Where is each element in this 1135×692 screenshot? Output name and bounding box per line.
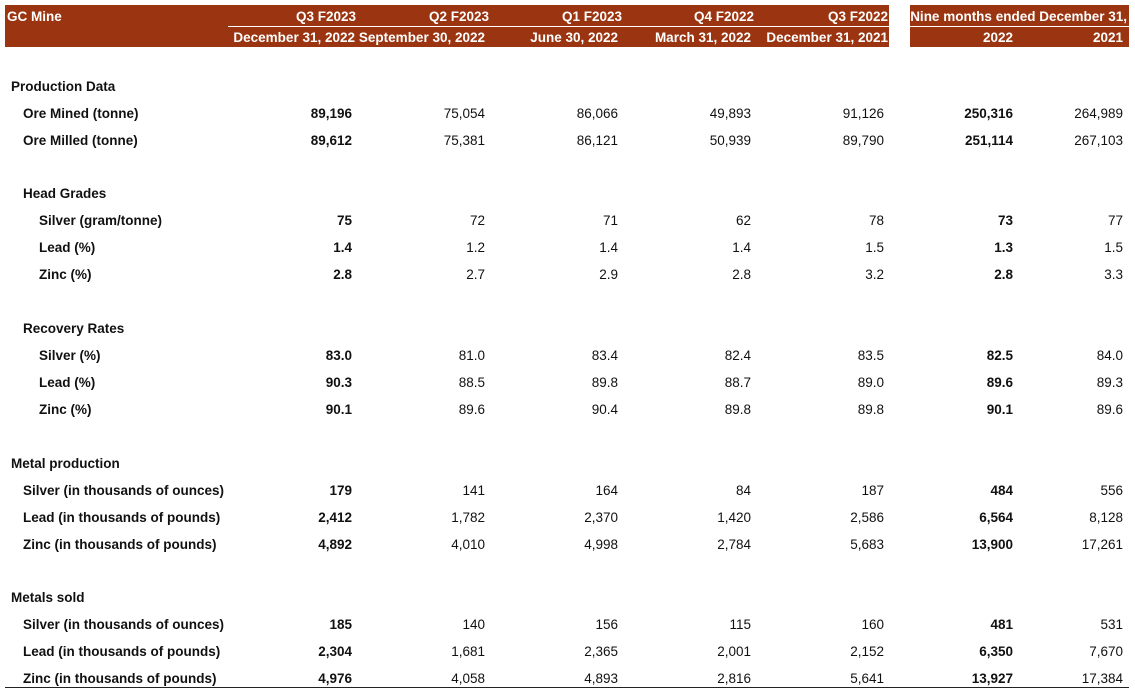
col-date-2: June 30, 2022 (530, 30, 618, 45)
table-cell: 484 (990, 483, 1013, 498)
row-label: Zinc (%) (39, 267, 92, 282)
table-row (0, 369, 1135, 396)
table-cell: 1,681 (451, 644, 485, 659)
table-row (0, 342, 1135, 369)
table-cell: 2,001 (717, 644, 751, 659)
table-cell: 75 (336, 213, 352, 228)
nine-months-year-1: 2021 (1092, 30, 1123, 45)
table-cell: 89.6 (458, 402, 485, 417)
table-cell: 187 (861, 483, 884, 498)
row-label: Lead (%) (39, 240, 96, 255)
row-label: Zinc (in thousands of pounds) (23, 671, 217, 686)
table-cell: 89,196 (310, 106, 352, 121)
table-cell: 17,384 (1081, 671, 1123, 686)
table-cell: 264,989 (1074, 106, 1123, 121)
table-cell: 4,976 (318, 671, 352, 686)
table-cell: 83.5 (857, 348, 884, 363)
col-period-3: Q4 F2022 (693, 9, 754, 24)
table-cell: 2,152 (850, 644, 884, 659)
table-cell: 1,420 (717, 510, 751, 525)
table-cell: 72 (469, 213, 485, 228)
table-cell: 89,612 (310, 133, 352, 148)
row-label: Zinc (%) (39, 402, 92, 417)
table-cell: 73 (997, 213, 1013, 228)
row-label: Zinc (in thousands of pounds) (23, 537, 217, 552)
table-row (0, 207, 1135, 234)
table-row (0, 531, 1135, 558)
table-row (0, 396, 1135, 423)
table-cell: 78 (868, 213, 884, 228)
table-cell: 2.8 (732, 267, 751, 282)
table-cell: 88.5 (458, 375, 485, 390)
table-cell: 250,316 (964, 106, 1013, 121)
table-row (0, 261, 1135, 288)
table-cell: 2,784 (717, 537, 751, 552)
col-period-1: Q2 F2023 (428, 9, 489, 24)
table-cell: 2.9 (599, 267, 618, 282)
section-title: Metals sold (11, 590, 85, 605)
section-title-row (0, 73, 1135, 100)
table-cell: 556 (1100, 483, 1123, 498)
table-cell: 91,126 (842, 106, 884, 121)
table-cell: 2,370 (584, 510, 618, 525)
table-cell: 90.1 (325, 402, 352, 417)
table-cell: 89.6 (1096, 402, 1123, 417)
table-cell: 7,670 (1089, 644, 1123, 659)
table-cell: 481 (990, 617, 1013, 632)
table-cell: 75,054 (443, 106, 485, 121)
row-label: Silver (gram/tonne) (39, 213, 163, 228)
table-cell: 2,365 (584, 644, 618, 659)
table-cell: 2.7 (466, 267, 485, 282)
table-row (0, 638, 1135, 665)
row-label: Silver (in thousands of ounces) (23, 617, 225, 632)
table-cell: 89.3 (1096, 375, 1123, 390)
table-row (0, 234, 1135, 261)
table-row (0, 611, 1135, 638)
table-cell: 2,304 (318, 644, 352, 659)
table-cell: 90.1 (986, 402, 1013, 417)
row-label: Ore Mined (tonne) (23, 106, 139, 121)
table-cell: 71 (602, 213, 618, 228)
col-date-3: March 31, 2022 (654, 30, 751, 45)
section-title-row (0, 450, 1135, 477)
col-period-2: Q1 F2023 (561, 9, 622, 24)
table-cell: 50,939 (709, 133, 751, 148)
header-divider (228, 26, 889, 27)
table-cell: 179 (329, 483, 352, 498)
row-label: Silver (in thousands of ounces) (23, 483, 225, 498)
section-title-row (0, 180, 1135, 207)
table-cell: 89.8 (857, 402, 884, 417)
section-title: Production Data (11, 79, 116, 94)
bottom-rule (5, 687, 1129, 688)
table-cell: 82.5 (986, 348, 1013, 363)
table-cell: 115 (729, 617, 751, 632)
table-cell: 2.8 (333, 267, 352, 282)
table-cell: 5,683 (850, 537, 884, 552)
table-cell: 4,893 (584, 671, 618, 686)
nine-months-year-0: 2022 (982, 30, 1013, 45)
table-cell: 1.5 (1104, 240, 1123, 255)
section-title: Head Grades (23, 186, 107, 201)
col-date-0: December 31, 2022 (233, 30, 355, 45)
row-label: Silver (%) (39, 348, 101, 363)
table-cell: 90.4 (591, 402, 618, 417)
section-title: Metal production (11, 456, 120, 471)
table-cell: 13,900 (971, 537, 1013, 552)
table-cell: 86,066 (576, 106, 618, 121)
table-cell: 1.5 (865, 240, 884, 255)
table-cell: 83.0 (325, 348, 352, 363)
table-title: GC Mine (7, 9, 62, 24)
col-period-0: Q3 F2023 (295, 9, 356, 24)
table-cell: 6,564 (979, 510, 1013, 525)
table-cell: 4,058 (451, 671, 485, 686)
table-cell: 2,816 (717, 671, 751, 686)
table-cell: 2,412 (318, 510, 352, 525)
table-cell: 1.4 (333, 240, 352, 255)
table-cell: 267,103 (1074, 133, 1123, 148)
table-cell: 251,114 (964, 133, 1013, 148)
col-date-1: September 30, 2022 (358, 30, 485, 45)
table-cell: 89.0 (857, 375, 884, 390)
row-label: Ore Milled (tonne) (23, 133, 138, 148)
table-cell: 185 (329, 617, 352, 632)
table-cell: 6,350 (979, 644, 1013, 659)
section-title: Recovery Rates (23, 321, 125, 336)
table-cell: 83.4 (591, 348, 618, 363)
table-cell: 4,892 (318, 537, 352, 552)
table-cell: 84 (735, 483, 751, 498)
table-cell: 88.7 (724, 375, 751, 390)
section-title-row (0, 315, 1135, 342)
table-cell: 13,927 (971, 671, 1013, 686)
table-cell: 3.3 (1104, 267, 1123, 282)
row-label: Lead (in thousands of pounds) (23, 510, 221, 525)
table-cell: 140 (462, 617, 485, 632)
table-cell: 89,790 (842, 133, 884, 148)
table-cell: 1.4 (732, 240, 751, 255)
table-row (0, 477, 1135, 504)
table-cell: 86,121 (576, 133, 618, 148)
table-cell: 75,381 (443, 133, 485, 148)
table-cell: 49,893 (709, 106, 751, 121)
header-divider-nine-months (910, 26, 1129, 27)
col-date-4: December 31, 2021 (766, 30, 888, 45)
section-title-row (0, 584, 1135, 611)
table-cell: 160 (861, 617, 884, 632)
table-cell: 4,998 (584, 537, 618, 552)
table-row (0, 504, 1135, 531)
table-cell: 8,128 (1089, 510, 1123, 525)
nine-months-title: Nine months ended December 31, (910, 9, 1127, 24)
table-cell: 3.2 (865, 267, 884, 282)
table-cell: 2,586 (850, 510, 884, 525)
table-cell: 5,641 (850, 671, 884, 686)
table-cell: 164 (595, 483, 618, 498)
table-row (0, 127, 1135, 154)
table-cell: 77 (1107, 213, 1123, 228)
table-row (0, 100, 1135, 127)
table-cell: 1.2 (466, 240, 485, 255)
table-cell: 4,010 (451, 537, 485, 552)
table-cell: 1.3 (994, 240, 1013, 255)
table-cell: 90.3 (325, 375, 352, 390)
table-cell: 89.8 (724, 402, 751, 417)
table-cell: 89.8 (591, 375, 618, 390)
table-cell: 89.6 (986, 375, 1013, 390)
table-cell: 1.4 (599, 240, 618, 255)
table-cell: 141 (462, 483, 485, 498)
table-cell: 17,261 (1081, 537, 1123, 552)
table-cell: 82.4 (724, 348, 751, 363)
row-label: Lead (%) (39, 375, 96, 390)
table-cell: 531 (1100, 617, 1123, 632)
table-cell: 62 (735, 213, 751, 228)
table-cell: 81.0 (458, 348, 485, 363)
table-cell: 156 (595, 617, 618, 632)
table-cell: 1,782 (451, 510, 485, 525)
row-label: Lead (in thousands of pounds) (23, 644, 221, 659)
table-cell: 84.0 (1096, 348, 1123, 363)
table-cell: 2.8 (994, 267, 1013, 282)
col-period-4: Q3 F2022 (827, 9, 888, 24)
